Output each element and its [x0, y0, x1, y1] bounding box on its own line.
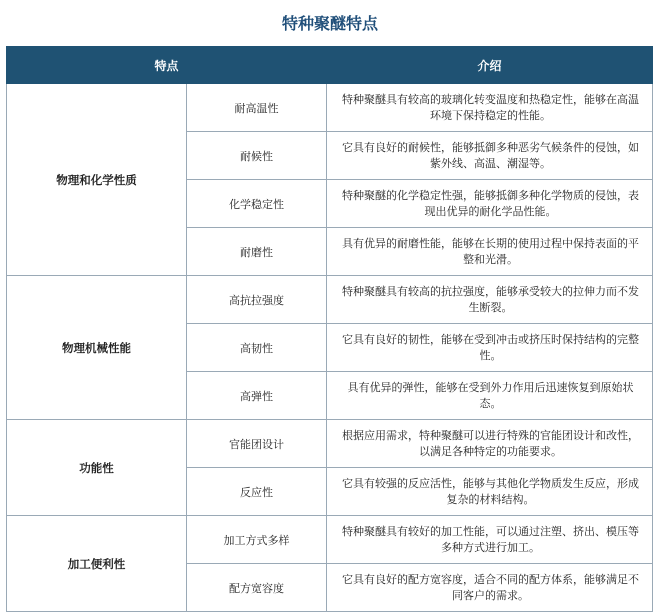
category-cell: 物理和化学性质 — [7, 84, 187, 276]
description-cell: 特种聚醚的化学稳定性强，能够抵御多种化学物质的侵蚀，表现出优异的耐化学品性能。 — [327, 180, 653, 228]
description-cell: 特种聚醚具有较高的玻璃化转变温度和热稳定性，能够在高温环境下保持稳定的性能。 — [327, 84, 653, 132]
page-title: 特种聚醚特点 — [281, 13, 378, 33]
feature-cell: 耐候性 — [187, 132, 327, 180]
feature-cell: 官能团设计 — [187, 420, 327, 468]
feature-cell: 高抗拉强度 — [187, 276, 327, 324]
category-cell: 加工便利性 — [7, 516, 187, 612]
description-cell: 特种聚醚具有较高的抗拉强度，能够承受较大的拉伸力而不发生断裂。 — [327, 276, 653, 324]
header-intro: 介绍 — [327, 47, 653, 84]
feature-cell: 耐磨性 — [187, 228, 327, 276]
description-cell: 它具有较强的反应活性，能够与其他化学物质发生反应，形成复杂的材料结构。 — [327, 468, 653, 516]
feature-cell: 配方宽容度 — [187, 564, 327, 612]
description-cell: 具有优异的弹性，能够在受到外力作用后迅速恢复到原始状态。 — [327, 372, 653, 420]
description-cell: 它具有良好的耐候性，能够抵御多种恶劣气候条件的侵蚀，如紫外线、高温、潮湿等。 — [327, 132, 653, 180]
description-cell: 特种聚醚具有较好的加工性能，可以通过注塑、挤出、模压等多种方式进行加工。 — [327, 516, 653, 564]
table-row — [7, 276, 653, 324]
description-cell: 它具有良好的韧性，能够在受到冲击或挤压时保持结构的完整性。 — [327, 324, 653, 372]
header-feature: 特点 — [7, 47, 327, 84]
feature-cell: 耐高温性 — [187, 84, 327, 132]
category-cell: 物理机械性能 — [7, 276, 187, 420]
features-table — [6, 46, 653, 612]
feature-cell: 高弹性 — [187, 372, 327, 420]
table-row — [7, 516, 653, 564]
feature-cell: 高韧性 — [187, 324, 327, 372]
feature-cell: 反应性 — [187, 468, 327, 516]
table-row — [7, 84, 653, 132]
description-cell: 它具有良好的配方宽容度，适合不同的配方体系，能够满足不同客户的需求。 — [327, 564, 653, 612]
feature-cell: 化学稳定性 — [187, 180, 327, 228]
description-cell: 具有优异的耐磨性能，能够在长期的使用过程中保持表面的平整和光滑。 — [327, 228, 653, 276]
feature-cell: 加工方式多样 — [187, 516, 327, 564]
table-row — [7, 420, 653, 468]
table-header-row — [7, 47, 653, 84]
description-cell: 根据应用需求，特种聚醚可以进行特殊的官能团设计和改性，以满足各种特定的功能要求。 — [327, 420, 653, 468]
category-cell: 功能性 — [7, 420, 187, 516]
